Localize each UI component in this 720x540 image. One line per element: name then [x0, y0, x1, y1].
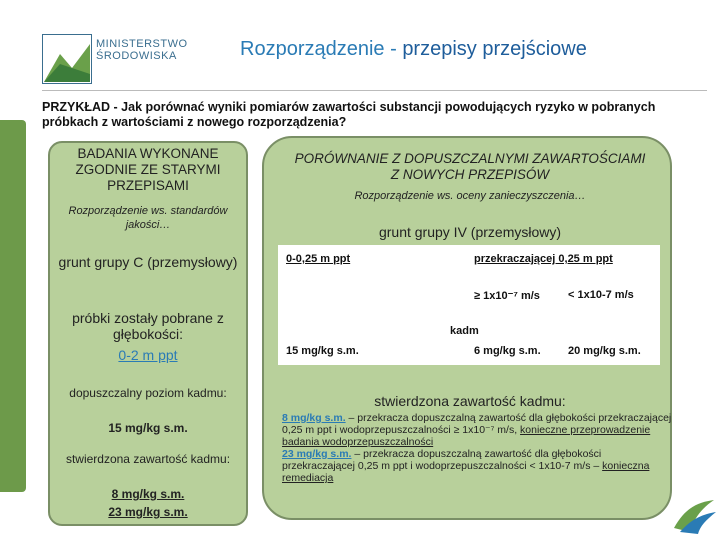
- note2-text: – przekracza dopuszczalną zawartość dla głębokości przekraczającej 0,25 m ppt i wodoprzepuszczalności < 1x10-7 m/s –: [282, 448, 603, 472]
- left-regulation: Rozporządzenie ws. standardów jakości…: [68, 205, 228, 231]
- header-divider: [42, 90, 707, 91]
- permitted-value: 15 mg/kg s.m.: [108, 421, 188, 435]
- ministry-logo: [42, 34, 192, 86]
- note2-value: 23 mg/kg s.m.: [282, 448, 352, 460]
- right-heading: PORÓWNANIE Z DOPUSZCZALNYMI ZAWARTOŚCIAMI Z NOWYCH PRZEPISÓW: [294, 151, 646, 182]
- note1-value: 8 mg/kg s.m.: [282, 412, 346, 424]
- col-header-deep: przekraczającej 0,25 m ppt: [474, 253, 613, 265]
- sub-col-high-permeability: ≥ 1x10⁻⁷ m/s: [474, 290, 540, 302]
- left-soil-group: grunt grupy C (przemysłowy): [58, 254, 238, 270]
- col-header-shallow: 0-0,25 m ppt: [286, 253, 351, 265]
- permitted-label: dopuszczalny poziom kadmu:: [69, 386, 227, 400]
- limits-table: [278, 245, 660, 365]
- row-label-cadmium: kadm: [450, 325, 479, 337]
- limit-value-low-permeability: 20 mg/kg s.m.: [568, 345, 641, 357]
- assessment-notes: [282, 412, 672, 484]
- right-regulation: Rozporządzenie ws. oceny zanieczyszczenia…: [354, 190, 586, 202]
- found-value-2: 23 mg/kg s.m.: [108, 505, 188, 519]
- limit-value-high-permeability: 6 mg/kg s.m.: [474, 345, 541, 357]
- side-accent-bar: [0, 120, 26, 492]
- limit-value-shallow: 15 mg/kg s.m.: [286, 345, 359, 357]
- intro-text: PRZYKŁAD - Jak porównać wyniki pomiarów zawartości substancji powodujących ryzyko w pobranych próbkach z wartościami z nowego rozporządzenia?: [42, 100, 656, 129]
- right-soil-group: grunt grupy IV (przemysłowy): [378, 224, 562, 240]
- found-value-1: 8 mg/kg s.m.: [111, 487, 185, 501]
- mountain-logo-icon: [42, 34, 92, 84]
- sample-depth-value: 0-2 m ppt: [118, 347, 178, 363]
- found-label: stwierdzona zawartość kadmu:: [65, 452, 231, 466]
- left-heading: BADANIA WYKONANE ZGODNIE ZE STARYMI PRZEPISAMI: [75, 146, 221, 193]
- note2-action: konieczna remediacja: [282, 460, 650, 484]
- page-title: Rozporządzenie - przepisy przejściowe: [240, 38, 587, 60]
- right-found-heading: stwierdzona zawartość kadmu:: [374, 393, 566, 409]
- sample-depth-label: próbki zostały pobrane z głębokości:: [72, 310, 224, 342]
- note1-text: – przekracza dopuszczalną zawartość dla głębokości przekraczającej 0,25 m ppt i wodoprzepuszczalności ≥ 1x10⁻⁷ m/s,: [282, 412, 672, 436]
- sub-col-low-permeability: < 1x10-7 m/s: [568, 289, 634, 301]
- logo-text: MINISTERSTWO ŚRODOWISKA: [96, 38, 188, 62]
- swoosh-icon: [670, 498, 718, 534]
- note1-action: konieczne przeprowadzenie badania wodoprzepuszczalności: [282, 424, 651, 448]
